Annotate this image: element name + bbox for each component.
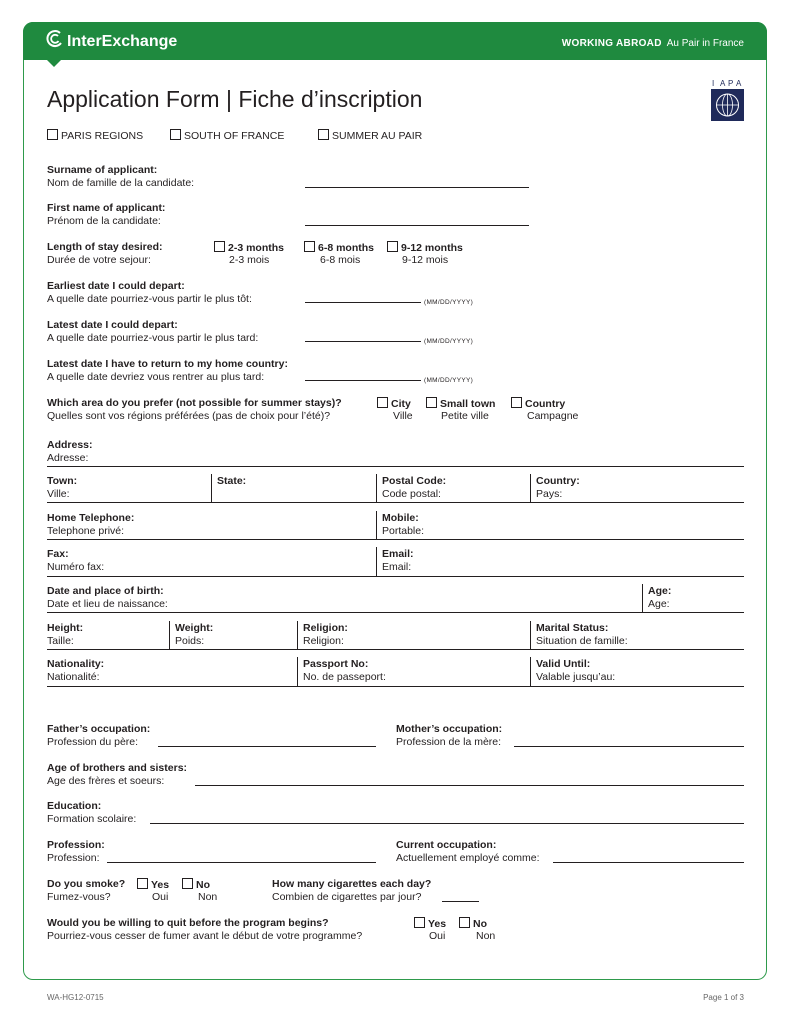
title-sub: Fiche d’inscription (238, 86, 423, 112)
profession-label-en: Profession: (47, 839, 105, 851)
iapa-letter-2: A (720, 79, 726, 88)
smoke-no[interactable] (182, 878, 210, 892)
latest-label-fr: A quelle date pourriez-vous partir le plus tard: (47, 332, 259, 344)
divider (530, 621, 531, 649)
fax-label-fr: Numéro fax: (47, 561, 105, 573)
divider (297, 657, 298, 686)
stay-option-3-en: 9-12 months (401, 242, 463, 254)
town-label-fr: Ville: (47, 488, 70, 500)
address-label-fr: Adresse: (47, 452, 89, 464)
passport-label-fr: No. de passeport: (303, 671, 386, 683)
smoke-yes-en: Yes (151, 879, 170, 891)
education-label-fr: Formation scolaire: (47, 813, 137, 825)
stay-option-2-fr: 6-8 mois (320, 254, 361, 266)
smoke-yes-fr: Oui (152, 891, 169, 903)
address-label-en: Address: (47, 439, 93, 451)
brand-name: InterExchange (67, 33, 178, 50)
current-occ-label-en: Current occupation: (396, 839, 497, 851)
latest-date-format: (MM/DD/YYYY) (424, 338, 474, 345)
checkbox-icon[interactable] (304, 241, 315, 252)
area-smalltown-en: Small town (440, 398, 496, 410)
state-label-en: State: (217, 475, 247, 487)
header-notch (47, 60, 61, 67)
quit-label-fr: Pourriez-vous cesser de fumer avant le début de votre programme? (47, 930, 363, 942)
program-bold: WORKING ABROAD (561, 38, 662, 49)
age-label-en: Age: (648, 585, 672, 597)
divider (376, 474, 377, 502)
iapa-letter-3: P (728, 79, 734, 88)
height-label-en: Height: (47, 622, 84, 634)
region-paris[interactable] (47, 129, 143, 143)
smoke-no-fr: Non (198, 891, 218, 903)
area-city-fr: Ville (393, 410, 413, 422)
phone-row-field[interactable] (47, 539, 744, 540)
stay-option-1[interactable] (214, 241, 284, 255)
program-label (562, 38, 744, 49)
surname-label-fr: Nom de famille de la candidate: (47, 177, 195, 189)
mobile-label-fr: Portable: (382, 525, 425, 537)
email-label-fr: Email: (382, 561, 412, 573)
checkbox-icon[interactable] (426, 397, 437, 408)
divider (376, 547, 377, 576)
nationality-row-field[interactable] (47, 686, 744, 687)
firstname-field[interactable] (305, 225, 529, 226)
divider (376, 511, 377, 539)
profession-label-fr: Profession: (47, 852, 100, 864)
smoke-label-en: Do you smoke? (47, 878, 126, 890)
quit-no-en: No (473, 918, 487, 930)
area-option-smalltown[interactable] (426, 397, 495, 411)
father-field[interactable] (158, 746, 376, 747)
iapa-logo-icon (711, 76, 744, 121)
checkbox-icon[interactable] (318, 129, 329, 140)
area-country-en: Country (525, 398, 566, 410)
divider (530, 474, 531, 502)
checkbox-icon[interactable] (137, 878, 148, 889)
stay-option-2[interactable] (304, 241, 374, 255)
checkbox-icon[interactable] (182, 878, 193, 889)
checkbox-icon[interactable] (511, 397, 522, 408)
father-label-en: Father’s occupation: (47, 723, 151, 735)
marital-label-fr: Situation de famille: (536, 635, 628, 647)
checkbox-icon[interactable] (459, 917, 470, 928)
cigs-field[interactable] (442, 901, 479, 902)
title-main: Application Form (47, 86, 220, 112)
mother-label-en: Mother’s occupation: (396, 723, 503, 735)
valid-label-en: Valid Until: (536, 658, 591, 670)
mother-label-fr: Profession de la mère: (396, 736, 502, 748)
firstname-label-fr: Prénom de la candidate: (47, 215, 161, 227)
quit-label-en: Would you be willing to quit before the program begins? (47, 917, 329, 929)
region-south[interactable] (170, 129, 284, 143)
smoke-yes[interactable] (137, 878, 169, 892)
stay-label-fr: Durée de votre sejour: (47, 254, 151, 266)
return-date-format: (MM/DD/YYYY) (424, 377, 474, 384)
age-label-fr: Age: (648, 598, 670, 610)
valid-label-fr: Valable jusqu’au: (536, 671, 616, 683)
stay-option-2-en: 6-8 months (318, 242, 375, 254)
smoke-label-fr: Fumez-vous? (47, 891, 111, 903)
return-label-en: Latest date I have to return to my home country: (47, 358, 288, 370)
home-tel-label-en: Home Telephone: (47, 512, 135, 524)
region-summer[interactable] (318, 129, 422, 143)
birth-label-en: Date and place of birth: (47, 585, 164, 597)
checkbox-icon[interactable] (47, 129, 58, 140)
surname-field[interactable] (305, 187, 529, 188)
quit-yes-fr: Oui (429, 930, 446, 942)
marital-label-en: Marital Status: (536, 622, 609, 634)
divider (642, 584, 643, 612)
checkbox-icon[interactable] (414, 917, 425, 928)
weight-label-en: Weight: (175, 622, 214, 634)
religion-label-fr: Religion: (303, 635, 344, 647)
stay-option-1-fr: 2-3 mois (229, 254, 270, 266)
checkbox-icon[interactable] (377, 397, 388, 408)
quit-no[interactable] (459, 917, 487, 931)
title-separator: | (219, 86, 239, 112)
smoke-no-en: No (196, 879, 210, 891)
region-paris-label: PARIS REGIONS (61, 130, 144, 142)
religion-label-en: Religion: (303, 622, 348, 634)
area-country-fr: Campagne (527, 410, 579, 422)
siblings-label-en: Age of brothers and sisters: (47, 762, 188, 774)
stay-option-1-en: 2-3 months (228, 242, 285, 254)
earliest-label-fr: A quelle date pourriez-vous partir le plus tôt: (47, 293, 252, 305)
home-tel-label-fr: Telephone privé: (47, 525, 125, 537)
nationality-label-fr: Nationalité: (47, 671, 100, 683)
siblings-label-fr: Age des frères et soeurs: (47, 775, 165, 787)
stay-label-en: Length of stay desired: (47, 241, 163, 253)
iapa-letter-4: A (736, 79, 742, 88)
quit-yes[interactable] (414, 917, 446, 931)
current-occ-field[interactable] (553, 862, 744, 863)
program-rest: Au Pair in France (666, 38, 744, 49)
area-city-en: City (391, 398, 411, 410)
earliest-date-format: (MM/DD/YYYY) (424, 299, 474, 306)
height-label-fr: Taille: (47, 635, 74, 647)
page-title (47, 86, 422, 113)
postal-label-fr: Code postal: (382, 488, 441, 500)
area-label-fr: Quelles sont vos régions préférées (pas de choix pour l’été)? (47, 410, 331, 422)
area-label-en: Which area do you prefer (not possible for summer stays)? (47, 397, 342, 409)
country-label-fr: Pays: (536, 488, 563, 500)
divider (297, 621, 298, 649)
quit-no-fr: Non (476, 930, 496, 942)
checkbox-icon[interactable] (214, 241, 225, 252)
divider (169, 621, 170, 649)
earliest-label-en: Earliest date I could depart: (47, 280, 185, 292)
height-row-field[interactable] (47, 649, 744, 650)
earliest-date-field[interactable] (305, 302, 421, 303)
interexchange-logo-icon (46, 30, 64, 48)
father-label-fr: Profession du père: (47, 736, 139, 748)
email-label-en: Email: (382, 548, 414, 560)
area-option-city[interactable] (377, 397, 411, 411)
divider (530, 657, 531, 686)
profession-field[interactable] (107, 862, 376, 863)
mother-field[interactable] (514, 746, 744, 747)
address-field[interactable] (47, 466, 744, 467)
region-summer-label: SUMMER AU PAIR (332, 130, 423, 142)
cigs-label-en: How many cigarettes each day? (272, 878, 432, 890)
footer-code: WA-HG12-0715 (47, 993, 104, 1002)
town-label-en: Town: (47, 475, 78, 487)
surname-label-en: Surname of applicant: (47, 164, 158, 176)
firstname-label-en: First name of applicant: (47, 202, 166, 214)
passport-label-en: Passport No: (303, 658, 369, 670)
fax-label-en: Fax: (47, 548, 69, 560)
checkbox-icon[interactable] (170, 129, 181, 140)
iapa-letter-1: I (712, 79, 715, 88)
latest-date-field[interactable] (305, 341, 421, 342)
birth-label-fr: Date et lieu de naissance: (47, 598, 168, 610)
return-label-fr: A quelle date devriez vous rentrer au plus tard: (47, 371, 265, 383)
education-field[interactable] (150, 823, 744, 824)
current-occ-label-fr: Actuellement employé comme: (396, 852, 540, 864)
checkbox-icon[interactable] (387, 241, 398, 252)
divider (211, 474, 212, 502)
birth-row-field[interactable] (47, 612, 744, 613)
siblings-field[interactable] (195, 785, 744, 786)
nationality-label-en: Nationality: (47, 658, 105, 670)
stay-option-3[interactable] (387, 241, 463, 255)
cigs-label-fr: Combien de cigarettes par jour? (272, 891, 422, 903)
education-label-en: Education: (47, 800, 102, 812)
area-option-country[interactable] (511, 397, 565, 411)
mobile-label-en: Mobile: (382, 512, 419, 524)
postal-label-en: Postal Code: (382, 475, 447, 487)
region-south-label: SOUTH OF FRANCE (184, 130, 285, 142)
weight-label-fr: Poids: (175, 635, 205, 647)
stay-option-3-fr: 9-12 mois (402, 254, 449, 266)
town-row-field[interactable] (47, 502, 744, 503)
country-label-en: Country: (536, 475, 580, 487)
latest-label-en: Latest date I could depart: (47, 319, 178, 331)
return-date-field[interactable] (305, 380, 421, 381)
area-smalltown-fr: Petite ville (441, 410, 489, 422)
fax-row-field[interactable] (47, 576, 744, 577)
quit-yes-en: Yes (428, 918, 447, 930)
footer-page: Page 1 of 3 (703, 993, 744, 1002)
